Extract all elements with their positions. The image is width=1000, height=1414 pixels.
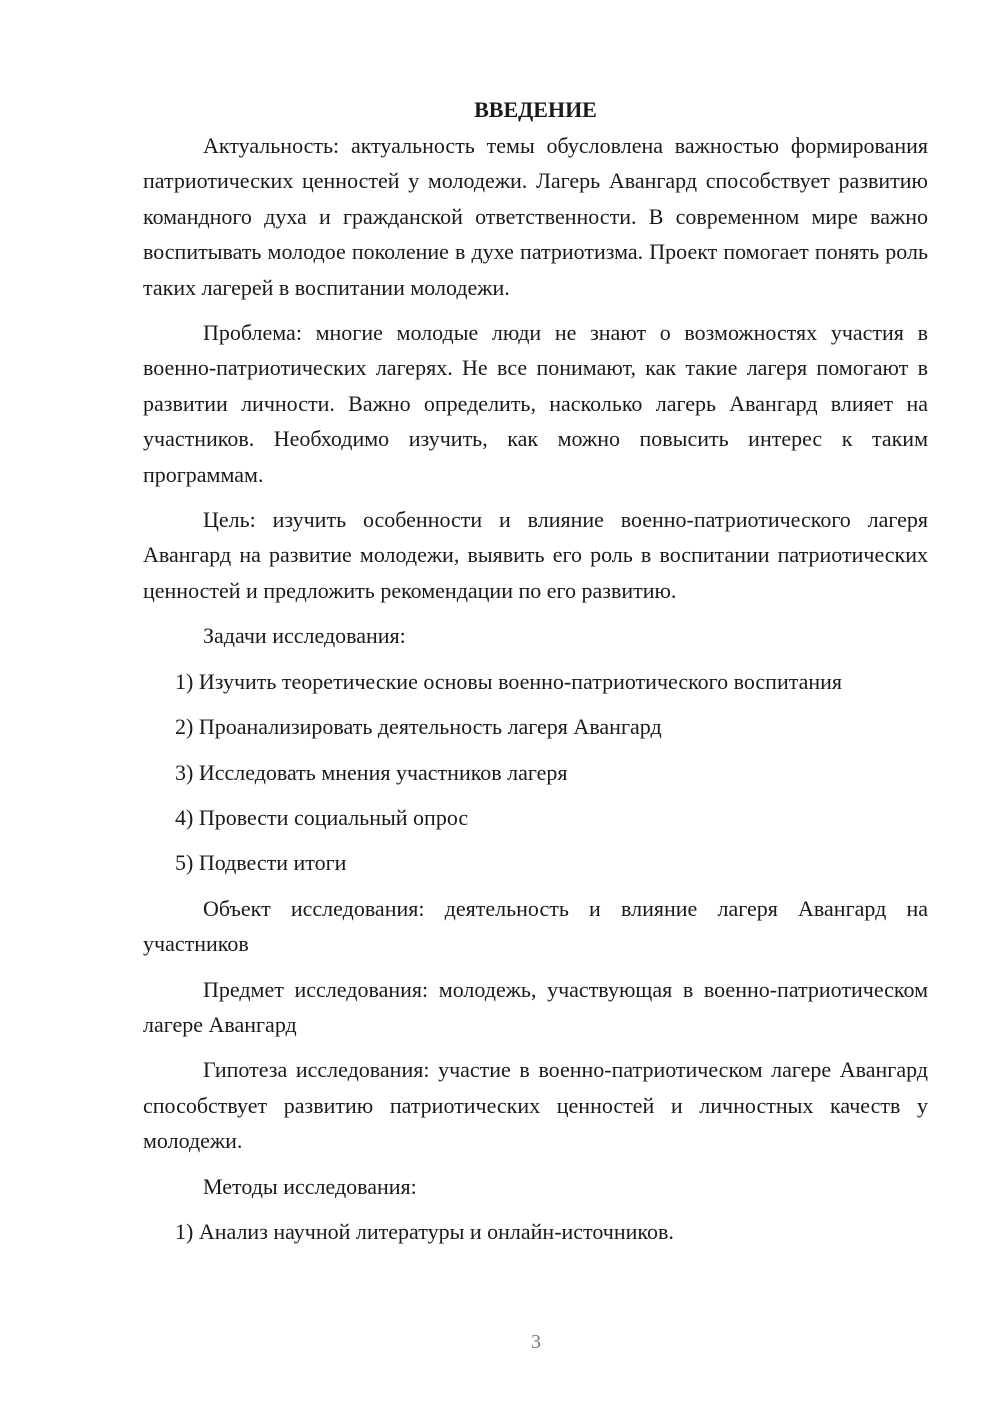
- method-item: 1) Анализ научной литературы и онлайн-источников.: [175, 1218, 674, 1244]
- tasks-list: [143, 664, 928, 881]
- hypothesis-paragraph: Гипотеза исследования: участие в военно-патриотическом лагере Авангард способствует развитию патриотических ценностей и личностных качеств у молодежи.: [143, 1057, 928, 1154]
- task-item: 1) Изучить теоретические основы военно-патриотического воспитания: [175, 668, 843, 694]
- problem-paragraph: Проблема: многие молодые люди не знают о возможностях участия в военно-патриотических лагерях. Не все понимают, как такие лагеря помогают в развитии личности. Важно определить, насколько лагерь Авангард влияет на участников. Необходимо изучить, как можно повысить интерес к таким программам.: [143, 320, 928, 487]
- task-item: 4) Провести социальный опрос: [175, 804, 469, 830]
- task-item: 5) Подвести итоги: [175, 850, 347, 876]
- relevance-paragraph: Актуальность: актуальность темы обусловлена важностью формирования патриотических ценностей у молодежи. Лагерь Авангард способствует развитию командного духа и гражданской ответственности. В современном мире важно воспитывать молодое поколение в духе патриотизма. Проект помогает понять роль таких лагерей в воспитании молодежи.: [143, 133, 928, 300]
- task-item: 3) Исследовать мнения участников лагеря: [175, 759, 568, 785]
- page-body: [143, 92, 928, 1259]
- methods-list: [143, 1214, 928, 1249]
- object-paragraph: Объект исследования: деятельность и влияние лагеря Авангард на участников: [143, 895, 928, 957]
- goal-paragraph: Цель: изучить особенности и влияние военно-патриотического лагеря Авангард на развитие молодежи, выявить его роль в воспитании патриотических ценностей и предложить рекомендации по его развитию.: [143, 507, 928, 603]
- tasks-heading: Задачи исследования:: [203, 623, 406, 649]
- task-item: 2) Проанализировать деятельность лагеря Авангард: [175, 714, 662, 740]
- methods-heading: Методы исследования:: [203, 1173, 417, 1199]
- page-number: 3: [531, 1331, 541, 1353]
- section-title: ВВЕДЕНИЕ: [474, 97, 597, 122]
- subject-paragraph: Предмет исследования: молодежь, участвующая в военно-патриотическом лагере Авангард: [143, 976, 928, 1037]
